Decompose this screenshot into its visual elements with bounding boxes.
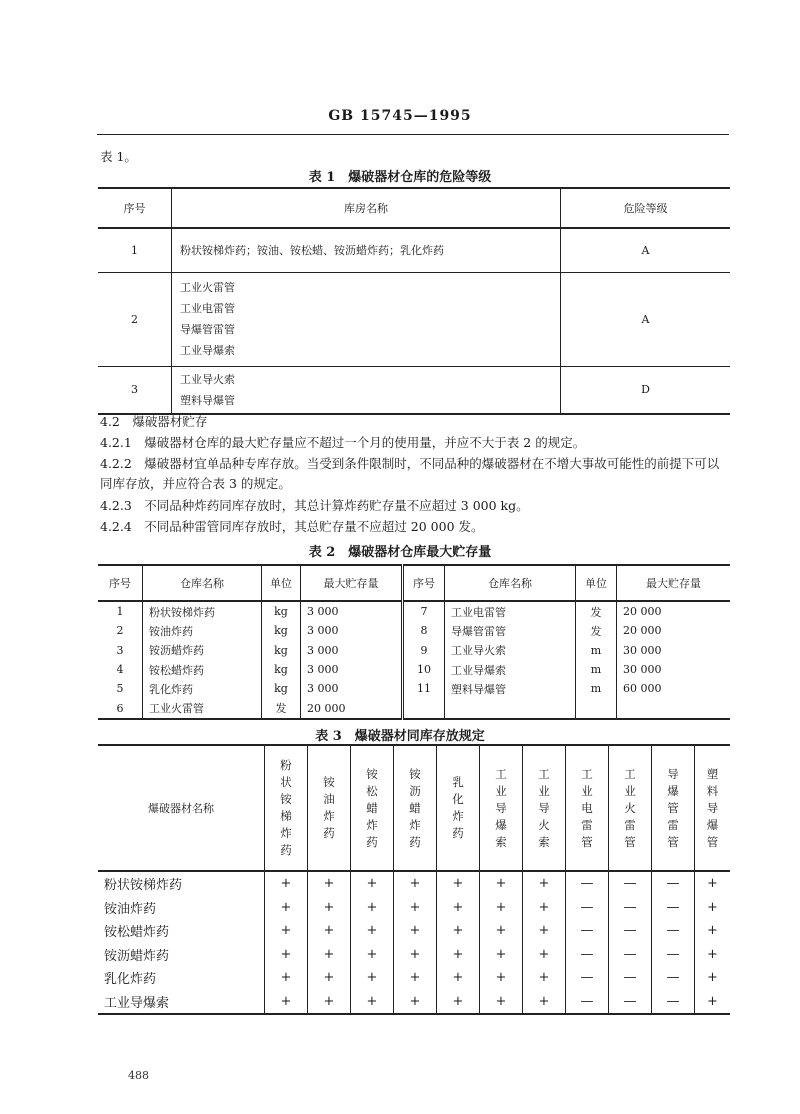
compatibility-mark: + bbox=[437, 966, 480, 990]
table1-header-row bbox=[98, 188, 730, 228]
table2-header-unit: 单位 bbox=[262, 565, 301, 601]
table-row bbox=[98, 660, 730, 679]
max-storage: 20 000 bbox=[623, 605, 662, 619]
table3-corner-label: 爆破器材名称 bbox=[98, 745, 265, 871]
row-label: 工业导爆索 bbox=[98, 990, 265, 1015]
warehouse-name: 工业导火索 bbox=[180, 372, 235, 386]
compatibility-mark: + bbox=[265, 871, 308, 896]
warehouse-name: 工业导爆索 bbox=[180, 344, 235, 357]
compatibility-mark: — bbox=[566, 943, 609, 967]
table-row bbox=[98, 601, 730, 621]
warehouse-name: 工业电雷管 bbox=[445, 601, 576, 621]
compatibility-mark: + bbox=[707, 946, 718, 962]
compatibility-mark: + bbox=[351, 943, 394, 967]
column-label: 粉状铵梯炸药 bbox=[280, 758, 292, 857]
table1-header-grade: 危险等级 bbox=[561, 188, 731, 228]
column-label: 工业导爆索 bbox=[495, 766, 507, 849]
compatibility-mark: + bbox=[480, 896, 523, 920]
warehouse-name: 工业火雷管 bbox=[180, 281, 235, 294]
table-row bbox=[98, 621, 730, 640]
compatibility-mark: + bbox=[480, 966, 523, 990]
compatibility-mark: + bbox=[351, 919, 394, 943]
compatibility-mark: + bbox=[523, 943, 566, 967]
warehouse-name: 工业导火索 bbox=[445, 641, 576, 660]
compatibility-mark: + bbox=[707, 899, 718, 915]
compatibility-mark: + bbox=[394, 943, 437, 967]
unit: m bbox=[576, 641, 617, 660]
compatibility-mark: + bbox=[394, 896, 437, 920]
table-row bbox=[98, 641, 730, 660]
compatibility-mark: + bbox=[308, 966, 351, 990]
table2-header-unit: 单位 bbox=[576, 565, 617, 601]
compatibility-mark: + bbox=[351, 990, 394, 1015]
max-storage: 3 000 bbox=[301, 621, 403, 640]
row-no bbox=[403, 698, 445, 718]
compatibility-mark: — bbox=[652, 943, 695, 967]
compatibility-mark: + bbox=[265, 990, 308, 1015]
hazard-grade: A bbox=[561, 228, 731, 272]
row-no: 2 bbox=[98, 272, 172, 366]
hazard-grade: D bbox=[561, 366, 731, 414]
row-no: 11 bbox=[403, 679, 445, 698]
column-label: 铵松蜡炸药 bbox=[366, 766, 378, 849]
table2-header-no: 序号 bbox=[403, 565, 445, 601]
compatibility-mark: + bbox=[707, 876, 718, 892]
compatibility-mark: — bbox=[652, 990, 695, 1015]
table-row bbox=[98, 990, 730, 1015]
table-row bbox=[98, 366, 730, 414]
compatibility-mark: + bbox=[394, 990, 437, 1015]
warehouse-name: 粉状铵梯炸药 bbox=[143, 601, 262, 621]
column-label: 铵沥蜡炸药 bbox=[409, 766, 421, 849]
warehouse-name: 工业火雷管 bbox=[143, 698, 262, 718]
compatibility-mark: + bbox=[265, 943, 308, 967]
warehouse-name: 铵沥蜡炸药 bbox=[143, 641, 262, 660]
column-label: 工业火雷管 bbox=[624, 766, 636, 849]
table-row bbox=[98, 943, 730, 967]
compatibility-mark: — bbox=[652, 896, 695, 920]
warehouse-name: 塑料导爆管 bbox=[445, 679, 576, 698]
compatibility-mark: — bbox=[609, 966, 652, 990]
compatibility-mark: + bbox=[308, 871, 351, 896]
table2-header-max: 最大贮存量 bbox=[617, 565, 731, 601]
max-storage: 3 000 bbox=[301, 601, 403, 621]
table-row bbox=[98, 966, 730, 990]
compatibility-mark: + bbox=[351, 871, 394, 896]
compatibility-mark: + bbox=[523, 896, 566, 920]
compatibility-mark: + bbox=[265, 966, 308, 990]
row-label: 粉状铵梯炸药 bbox=[98, 871, 265, 896]
compatibility-mark: — bbox=[609, 990, 652, 1015]
compatibility-mark: + bbox=[394, 966, 437, 990]
row-no: 3 bbox=[98, 641, 143, 660]
row-label: 铵油炸药 bbox=[98, 896, 265, 920]
table3-caption: 表 3 爆破器材同库存放规定 bbox=[315, 729, 485, 744]
max-storage: 3 000 bbox=[301, 660, 403, 679]
compatibility-mark: — bbox=[609, 943, 652, 967]
table2-header-row bbox=[98, 565, 730, 601]
compatibility-mark: + bbox=[437, 943, 480, 967]
column-label: 塑料导爆管 bbox=[706, 766, 719, 849]
compatibility-mark: — bbox=[609, 896, 652, 920]
table1-header-name: 库房名称 bbox=[172, 188, 561, 228]
table2-header-max: 最大贮存量 bbox=[301, 565, 403, 601]
unit: kg bbox=[262, 601, 301, 621]
table3-header-row bbox=[98, 745, 730, 871]
row-no: 8 bbox=[403, 621, 445, 640]
unit: 发 bbox=[262, 698, 301, 718]
row-no: 10 bbox=[403, 660, 445, 679]
compatibility-mark: — bbox=[566, 871, 609, 896]
table-row bbox=[98, 679, 730, 698]
row-no: 2 bbox=[98, 621, 143, 640]
compatibility-mark: — bbox=[566, 919, 609, 943]
column-label: 乳化炸药 bbox=[452, 775, 464, 840]
table-row bbox=[98, 228, 730, 272]
compatibility-mark: + bbox=[394, 871, 437, 896]
max-storage: 20 000 bbox=[301, 698, 403, 718]
row-no: 3 bbox=[98, 366, 172, 414]
row-no: 1 bbox=[98, 228, 172, 272]
compatibility-mark: + bbox=[308, 943, 351, 967]
row-no: 9 bbox=[403, 641, 445, 660]
row-no: 5 bbox=[98, 679, 143, 698]
section-4-2-4: 4.2.4 不同品种雷管同库存放时，其总贮存量不应超过 20 000 发。 bbox=[100, 519, 484, 534]
table2-caption: 表 2 爆破器材仓库最大贮存量 bbox=[308, 545, 492, 560]
section-4-2-3: 4.2.3 不同品种炸药同库存放时，其总计算炸药贮存量不应超过 3 000 kg。 bbox=[100, 498, 529, 513]
compatibility-mark: + bbox=[523, 990, 566, 1015]
intro-line: 表 1。 bbox=[100, 149, 137, 164]
page-number: 488 bbox=[128, 1069, 149, 1082]
row-label: 铵沥蜡炸药 bbox=[98, 943, 265, 967]
unit: kg bbox=[262, 679, 301, 698]
row-no: 6 bbox=[98, 698, 143, 718]
table-row bbox=[98, 919, 730, 943]
row-label: 铵松蜡炸药 bbox=[98, 919, 265, 943]
compatibility-mark: + bbox=[523, 919, 566, 943]
table3 bbox=[98, 744, 730, 1015]
table2-header-name: 仓库名称 bbox=[445, 565, 576, 601]
warehouse-name: 导爆管雷管 bbox=[180, 323, 235, 336]
compatibility-mark: + bbox=[437, 896, 480, 920]
column-label: 工业电雷管 bbox=[581, 766, 593, 849]
warehouse-name: 塑料导爆管 bbox=[180, 393, 235, 407]
standard-header: GB 15745—1995 bbox=[328, 108, 472, 124]
max-storage: 30 000 bbox=[623, 643, 662, 657]
compatibility-mark: + bbox=[437, 871, 480, 896]
compatibility-mark: + bbox=[480, 990, 523, 1015]
unit: m bbox=[576, 679, 617, 698]
header-rule bbox=[97, 134, 729, 135]
compatibility-mark: + bbox=[308, 919, 351, 943]
compatibility-mark: + bbox=[523, 966, 566, 990]
max-storage: 20 000 bbox=[623, 624, 662, 638]
unit: kg bbox=[262, 621, 301, 640]
table-row bbox=[98, 272, 730, 366]
row-no: 4 bbox=[98, 660, 143, 679]
compatibility-mark: + bbox=[265, 896, 308, 920]
unit: m bbox=[576, 660, 617, 679]
compatibility-mark: + bbox=[308, 990, 351, 1015]
column-label: 铵油炸药 bbox=[323, 775, 335, 840]
table-row bbox=[98, 896, 730, 920]
table2 bbox=[98, 564, 730, 720]
compatibility-mark: + bbox=[351, 966, 394, 990]
unit: 发 bbox=[576, 621, 617, 640]
warehouse-name: 铵油炸药 bbox=[143, 621, 262, 640]
table1-header-no: 序号 bbox=[98, 188, 172, 228]
compatibility-mark: + bbox=[480, 919, 523, 943]
compatibility-mark: + bbox=[707, 970, 718, 986]
unit bbox=[576, 698, 617, 718]
column-label: 导爆管雷管 bbox=[667, 766, 679, 849]
compatibility-mark: — bbox=[566, 990, 609, 1015]
compatibility-mark: + bbox=[695, 990, 731, 1015]
compatibility-mark: + bbox=[480, 943, 523, 967]
warehouse-name: 乳化炸药 bbox=[143, 679, 262, 698]
unit: kg bbox=[262, 641, 301, 660]
compatibility-mark: + bbox=[437, 919, 480, 943]
table2-header-name: 仓库名称 bbox=[143, 565, 262, 601]
warehouse-name: 工业导爆索 bbox=[445, 660, 576, 679]
warehouse-name: 导爆管雷管 bbox=[445, 621, 576, 640]
compatibility-mark: + bbox=[308, 896, 351, 920]
warehouse-name: 工业电雷管 bbox=[180, 302, 235, 315]
table2-header-no: 序号 bbox=[98, 565, 143, 601]
compatibility-mark: — bbox=[566, 896, 609, 920]
unit: 发 bbox=[576, 601, 617, 621]
section-4-2-2: 4.2.2 爆破器材宜单品种专库存放。当受到条件限制时，不同品种的爆破器材在不增大事故可能性的前提下可以同库存放，并应符合表 3 的规定。 bbox=[100, 456, 720, 491]
table1-caption: 表 1 爆破器材仓库的危险等级 bbox=[308, 170, 492, 185]
warehouse-name: 粉状铵梯炸药；铵油、铵松蜡、铵沥蜡炸药；乳化炸药 bbox=[180, 243, 444, 257]
section-4-2-1: 4.2.1 爆破器材仓库的最大贮存量应不超过一个月的使用量，并应不大于表 2 的规定。 bbox=[100, 435, 586, 450]
compatibility-mark: — bbox=[609, 919, 652, 943]
compatibility-mark: + bbox=[707, 923, 718, 939]
row-no: 1 bbox=[98, 601, 143, 621]
row-label: 乳化炸药 bbox=[98, 966, 265, 990]
warehouse-name: 铵松蜡炸药 bbox=[143, 660, 262, 679]
max-storage bbox=[617, 698, 731, 718]
compatibility-mark: — bbox=[652, 919, 695, 943]
row-no: 7 bbox=[403, 601, 445, 621]
compatibility-mark: — bbox=[652, 966, 695, 990]
max-storage: 30 000 bbox=[623, 663, 662, 677]
warehouse-name bbox=[445, 698, 576, 718]
column-label: 工业导火索 bbox=[538, 766, 550, 849]
compatibility-mark: + bbox=[351, 896, 394, 920]
table-row bbox=[98, 698, 730, 718]
hazard-grade: A bbox=[561, 272, 731, 366]
max-storage: 3 000 bbox=[301, 679, 403, 698]
section-4-2-heading: 4.2 爆破器材贮存 bbox=[100, 414, 208, 429]
compatibility-mark: + bbox=[523, 871, 566, 896]
compatibility-mark: — bbox=[609, 871, 652, 896]
max-storage: 60 000 bbox=[623, 682, 662, 696]
table-row bbox=[98, 871, 730, 896]
compatibility-mark: + bbox=[265, 919, 308, 943]
compatibility-mark: — bbox=[566, 966, 609, 990]
compatibility-mark: + bbox=[394, 919, 437, 943]
compatibility-mark: + bbox=[437, 990, 480, 1015]
compatibility-mark: — bbox=[652, 871, 695, 896]
unit: kg bbox=[262, 660, 301, 679]
compatibility-mark: + bbox=[480, 871, 523, 896]
table1 bbox=[98, 187, 730, 415]
max-storage: 3 000 bbox=[301, 641, 403, 660]
